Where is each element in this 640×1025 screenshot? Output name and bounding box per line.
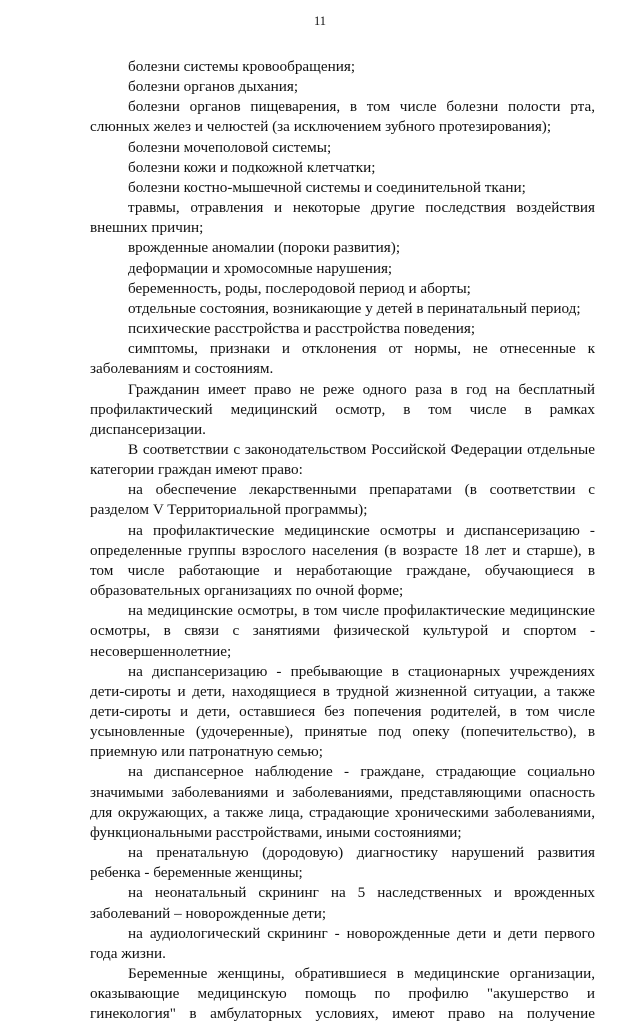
paragraph: деформации и хромосомные нарушения; xyxy=(128,259,393,277)
paragraph: болезни органов дыхания; xyxy=(128,78,299,96)
paragraph: симптомы, признаки и отклонения от нормы, не отнесенные к заболеваниям и состояниям. xyxy=(90,340,595,378)
paragraph: психические расстройства и расстройства поведения; xyxy=(128,320,476,338)
paragraph: болезни системы кровообращения; xyxy=(128,58,356,75)
paragraph: болезни мочеполовой системы; xyxy=(128,138,332,156)
document-body xyxy=(90,57,595,1025)
paragraph: на профилактические медицинские осмотры и диспансеризацию - определенные группы взрослого населения (в возрасте 18 лет и старше), в том числе работающие и неработающие граждане, обучающиеся в образовательных организациях по очной форме; xyxy=(90,521,595,600)
paragraph: на пренатальную (дородовую) диагностику нарушений развития ребенка - беременные женщины; xyxy=(90,844,595,882)
paragraph: врожденные аномалии (пороки развития); xyxy=(128,239,401,257)
paragraph: В соответствии с законодательством Российской Федерации отдельные категории граждан имеют право: xyxy=(90,440,595,479)
paragraph: травмы, отравления и некоторые другие последствия воздействия внешних причин; xyxy=(90,199,595,237)
paragraph: болезни костно-мышечной системы и соединительной ткани; xyxy=(128,178,526,196)
paragraph: на диспансеризацию - пребывающие в стационарных учреждениях дети-сироты и дети, находящиеся в трудной жизненной ситуации, а также дети-сироты и дети, оставшиеся без попечения родителей, в том числе усыновленные (удочеренные), принятые под опеку (попечительство), в приемную или патронатную семью; xyxy=(90,662,595,761)
page-number: 11 xyxy=(313,14,327,28)
paragraph: на медицинские осмотры, в том числе профилактические медицинские осмотры, в связи с занятиями физической культурой и спортом - несовершеннолетние; xyxy=(90,602,595,660)
paragraph: на обеспечение лекарственными препаратами (в соответствии с разделом V Территориальной программы); xyxy=(90,481,595,519)
paragraph: отдельные состояния, возникающие у детей в перинатальный период; xyxy=(128,299,581,317)
paragraph: Гражданин имеет право не реже одного раза в год на бесплатный профилактический медицинский осмотр, в том числе в рамках диспансеризации. xyxy=(90,380,595,438)
paragraph: беременность, роды, послеродовой период и аборты; xyxy=(128,279,471,297)
paragraph: на аудиологический скрининг - новорожденные дети и дети первого года жизни. xyxy=(90,924,595,962)
paragraph: Беременные женщины, обратившиеся в медицинские организации, оказывающие медицинскую помощь по профилю "акушерство и гинекология" в амбулаторных условиях, имеют право на получение xyxy=(90,965,595,1023)
paragraph: на неонатальный скрининг на 5 наследственных и врожденных заболеваний – новорожденные дети; xyxy=(90,884,595,922)
paragraph: болезни кожи и подкожной клетчатки; xyxy=(128,158,376,176)
paragraph: болезни органов пищеварения, в том числе болезни полости рта, слюнных желез и челюстей (за исключением зубного протезирования); xyxy=(90,98,595,136)
paragraph: на диспансерное наблюдение - граждане, страдающие социально значимыми заболеваниями и заболеваниями, представляющими опасность для окружающих, а также лица, страдающие хроническими заболеваниями, функциональными расстройствами, иными состояниями; xyxy=(90,763,595,841)
